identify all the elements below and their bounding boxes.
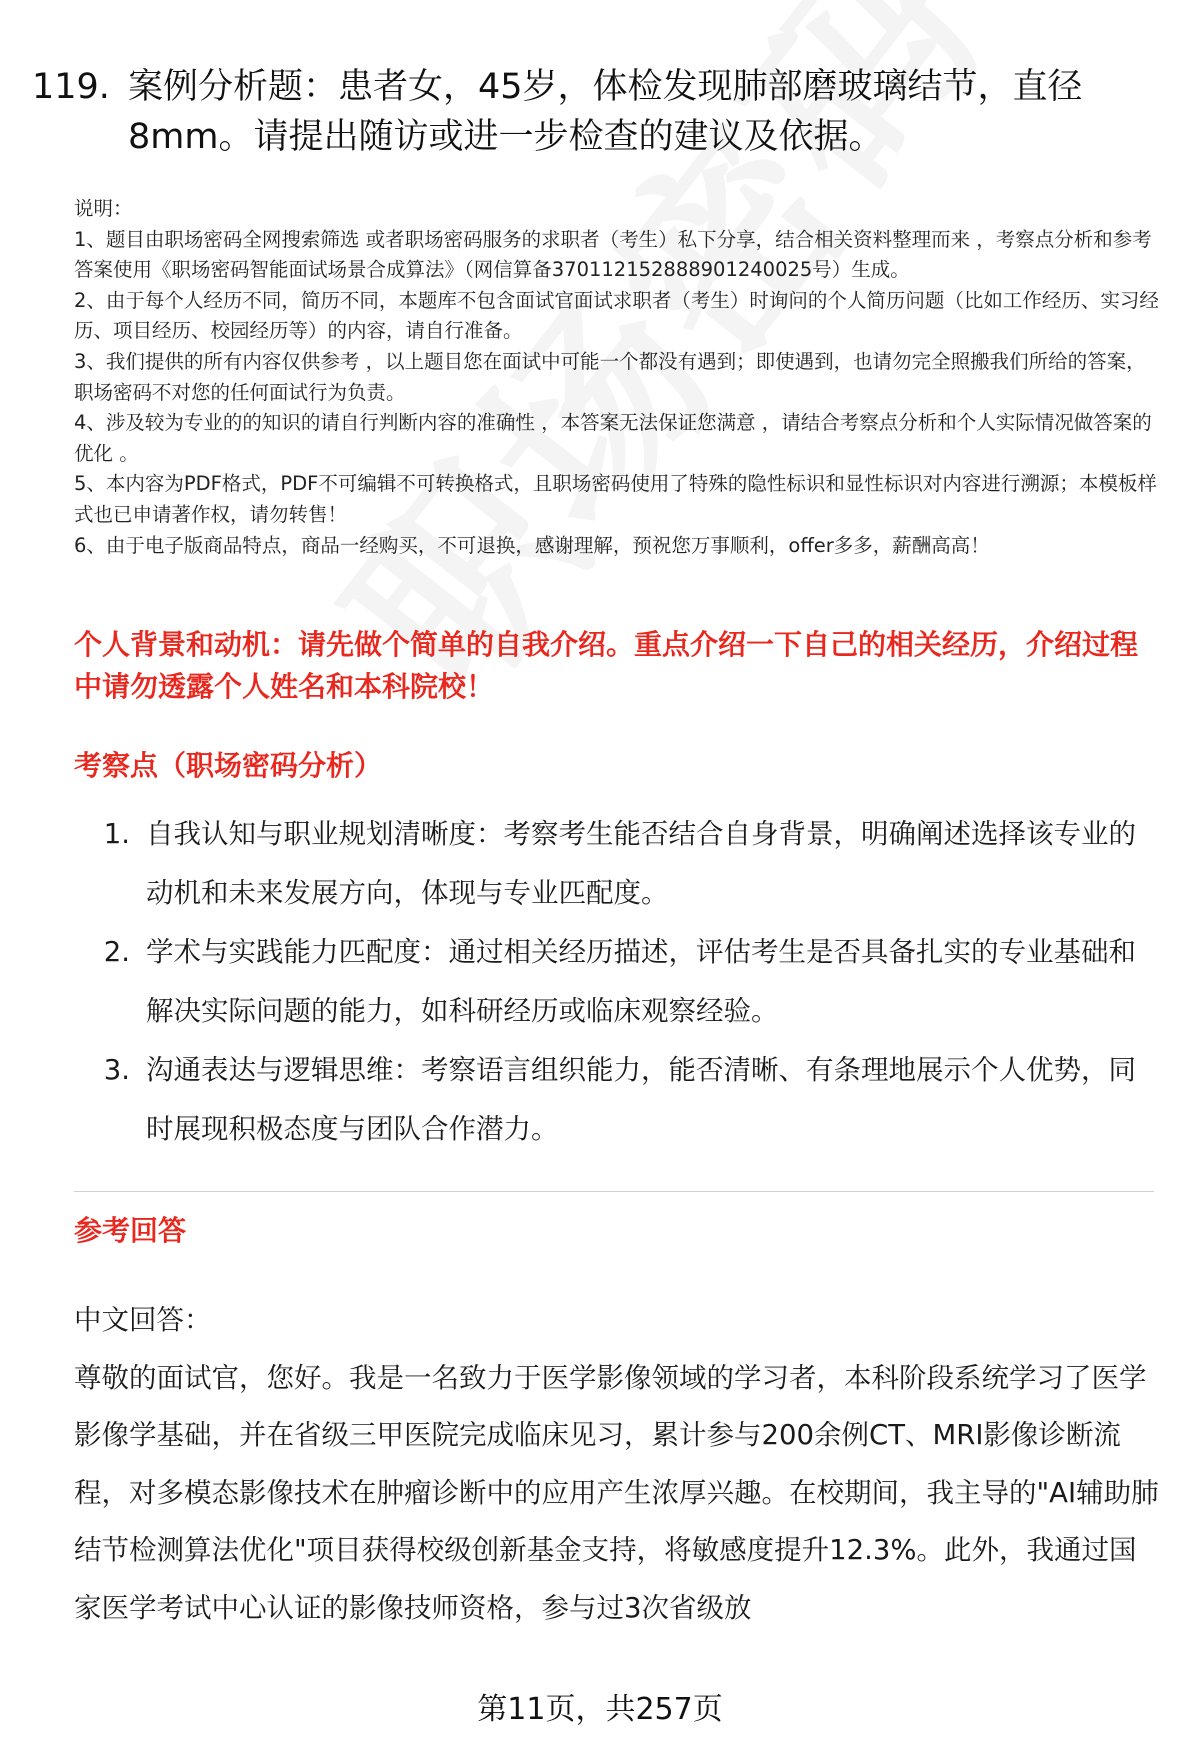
analysis-point [74, 923, 1154, 1041]
analysis-heading: 考察点（职场密码分析） [74, 749, 383, 782]
point-text: 沟通表达与逻辑思维：考察语言组织能力，能否清晰、有条理地展示个人优势，同时展现积极态度与团队合作潜力。 [146, 1054, 1136, 1145]
analysis-points [74, 805, 1154, 1159]
note-item: 4、涉及较为专业的的知识的请自行判断内容的准确性 ，本答案无法保证您满意 ，请结合考察点分析和个人实际情况做答案的优化 。 [74, 411, 1152, 465]
notes-heading: 说明： [74, 197, 133, 220]
note-item: 3、我们提供的所有内容仅供参考 ，以上题目您在面试中可能一个都没有遇到；即使遇到，也请勿完全照搬我们所给的答案，职场密码不对您的任何面试行为负责。 [74, 349, 1146, 404]
analysis-point [74, 805, 1154, 923]
notes-block [74, 194, 1164, 561]
answer-body: 尊敬的面试官，您好。我是一名致力于医学影像领域的学习者，本科阶段系统学习了医学影像学基础，并在省级三甲医院完成临床见习，累计参与200余例CT、MRI影像诊断流程，对多模态影像技术在肿瘤诊断中的应用产生浓厚兴趣。在校期间，我主导的"AI辅助肺结节检测算法优化"项目获得校级创新基金支持，将敏感度提升12.3%。此外，我通过国家医学考试中心认证的影像技师资格，参与过3次省级放 [74, 1361, 1159, 1624]
reference-heading: 参考回答 [74, 1214, 187, 1247]
section-divider [74, 1191, 1154, 1192]
analysis-point [74, 1041, 1154, 1159]
question-number: 119. [32, 67, 110, 107]
point-number: 2. [103, 936, 130, 968]
note-item: 1、题目由职场密码全网搜索筛选 或者职场密码服务的求职者（考生）私下分享，结合相关资料整理而来 ，考察点分析和参考答案使用《职场密码智能面试场景合成算法》（网信算备370112152888901240025号）生成。 [74, 227, 1152, 282]
note-item: 6、由于电子版商品特点，商品一经购买，不可退换，感谢理解，预祝您万事顺利，offer多多，薪酬高高！ [74, 533, 990, 557]
note-item: 2、由于每个人经历不同，简历不同，本题库不包含面试官面试求职者（考生）时询问的个人简历问题（比如工作经历、实习经历、项目经历、校园经历等）的内容，请自行准备。 [74, 288, 1159, 343]
reference-answer [74, 1292, 1159, 1637]
point-text: 自我认知与职业规划清晰度：考察考生能否结合自身背景，明确阐述选择该专业的动机和未来发展方向，体现与专业匹配度。 [146, 818, 1136, 909]
point-number: 1. [103, 818, 130, 850]
point-number: 3. [103, 1054, 130, 1086]
page-number: 第11页，共257页 [477, 1692, 723, 1727]
question-text: 案例分析题：患者女，45岁，体检发现肺部磨玻璃结节，直径8mm。请提出随访或进一步检查的建议及依据。 [128, 67, 1083, 157]
point-text: 学术与实践能力匹配度：通过相关经历描述，评估考生是否具备扎实的专业基础和解决实际问题的能力，如科研经历或临床观察经验。 [146, 936, 1136, 1027]
note-item: 5、本内容为PDF格式，PDF不可编辑不可转换格式，且职场密码使用了特殊的隐性标识和显性标识对内容进行溯源；本模板样式也已申请著作权，请勿转售！ [74, 472, 1157, 526]
question-title [32, 62, 1142, 162]
background-question: 个人背景和动机：请先做个简单的自我介绍。重点介绍一下自己的相关经历，介绍过程中请勿透露个人姓名和本科院校！ [74, 628, 1139, 703]
answer-label: 中文回答： [74, 1304, 212, 1336]
